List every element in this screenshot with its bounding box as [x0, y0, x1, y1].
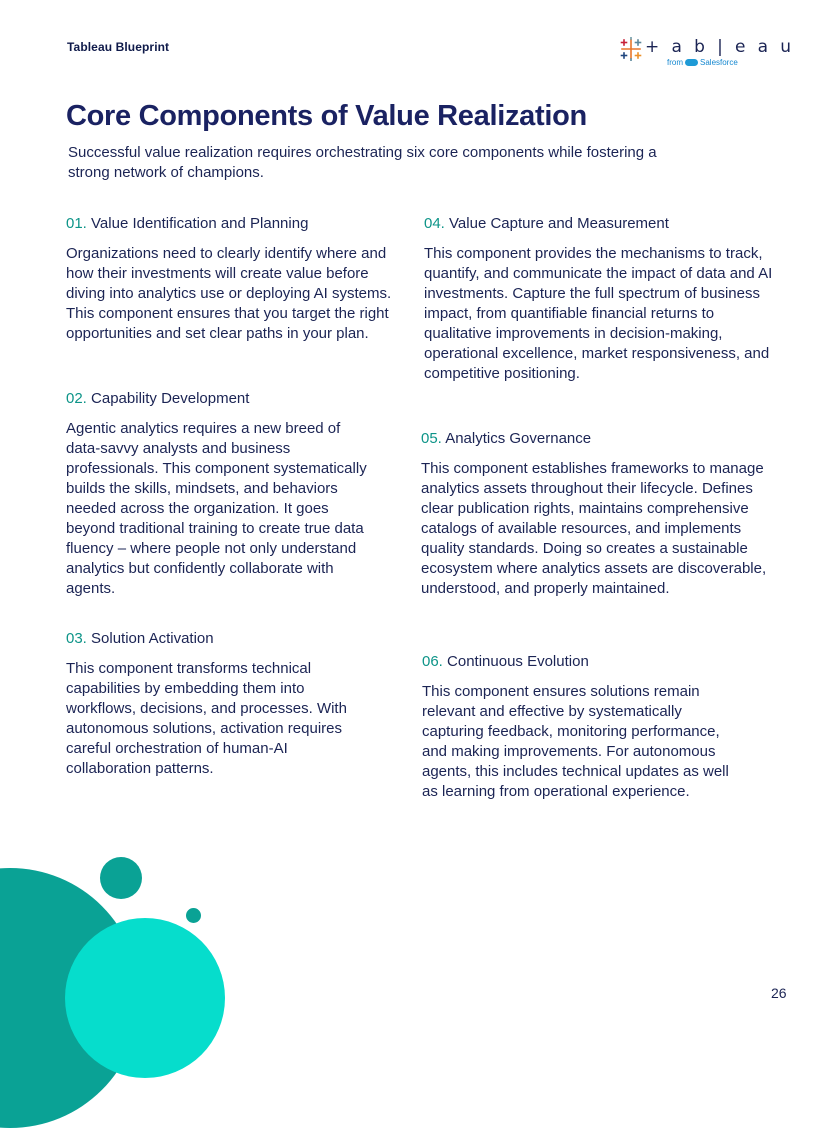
section-heading	[421, 429, 776, 449]
logo-tagline-brand: Salesforce	[700, 58, 738, 67]
section-title: Value Capture and Measurement	[449, 215, 669, 232]
section-title: Continuous Evolution	[447, 653, 589, 670]
logo-tagline	[667, 58, 738, 67]
section-capability-development	[66, 389, 371, 599]
section-heading	[422, 652, 742, 672]
page-number: 26	[771, 985, 787, 1001]
decorative-circle-medium	[100, 857, 142, 899]
section-number: 02.	[66, 390, 87, 407]
section-body: This component establishes frameworks to manage analytics assets throughout their lifecycle. Defines clear publication rights, maintains comprehensive catalogs of available resources, and implements quality standards. Doing so creates a sustainable ecosystem where analytics assets are discoverable, understood, and properly maintained.	[421, 460, 767, 597]
section-value-identification	[66, 214, 401, 344]
document-label: Tableau Blueprint	[67, 40, 170, 54]
section-body: This component ensures solutions remain relevant and effective by systematically capturing feedback, monitoring performance, and making improvements. For autonomous agents, this includes technical updates as well as learning from operational experience.	[422, 683, 729, 800]
logo-tagline-text	[667, 58, 738, 67]
section-number: 05.	[421, 430, 442, 447]
section-heading	[66, 389, 371, 409]
decorative-circle-bright	[65, 918, 225, 1078]
section-analytics-governance	[421, 429, 776, 599]
section-number: 04.	[424, 215, 445, 232]
logo-tagline-from: from	[667, 58, 683, 67]
section-body: Organizations need to clearly identify where and how their investments will create value before diving into analytics use or deploying AI systems. This component ensures that you target the right opportunities and set clear paths in your plan.	[66, 245, 392, 342]
section-number: 06.	[422, 653, 443, 670]
section-continuous-evolution	[422, 652, 742, 802]
section-title: Solution Activation	[91, 630, 214, 647]
section-heading	[424, 214, 779, 234]
section-body: This component transforms technical capabilities by embedding them into workflows, decisions, and processes. With autonomous solutions, activation requires careful orchestration of human-AI collaboration patterns.	[66, 660, 347, 777]
section-title: Value Identification and Planning	[91, 215, 309, 232]
section-number: 01.	[66, 215, 87, 232]
section-number: 03.	[66, 630, 87, 647]
page-subtitle: Successful value realization requires orchestrating six core components while fostering a strong network of champions.	[68, 144, 657, 181]
logo-wordmark: + a b | e a u	[645, 37, 795, 57]
section-solution-activation	[66, 629, 376, 779]
section-title: Analytics Governance	[445, 430, 592, 447]
section-heading	[66, 214, 401, 234]
section-body: This component provides the mechanisms to track, quantify, and communicate the impact of data and AI investments. Capture the full spectrum of business impact, from quantifiable financial returns to qualitative improvements in decision-making, operational excellence, market responsiveness, and competitive positioning.	[424, 245, 773, 382]
section-value-capture	[424, 214, 779, 384]
section-title: Capability Development	[91, 390, 250, 407]
decorative-circle-small	[186, 908, 201, 923]
tableau-cross-icon	[619, 37, 643, 61]
section-body: Agentic analytics requires a new breed of data-savvy analysts and business professionals. This component systematically builds the skills, mindsets, and behaviors needed across the organization. It goes beyond traditional training to create true data fluency – where people not only understand analytics but confidently collaborate with agents.	[66, 420, 367, 597]
salesforce-cloud-icon	[685, 59, 698, 66]
section-heading	[66, 629, 376, 649]
tableau-logo	[619, 35, 795, 71]
page-title: Core Components of Value Realization	[66, 100, 587, 132]
